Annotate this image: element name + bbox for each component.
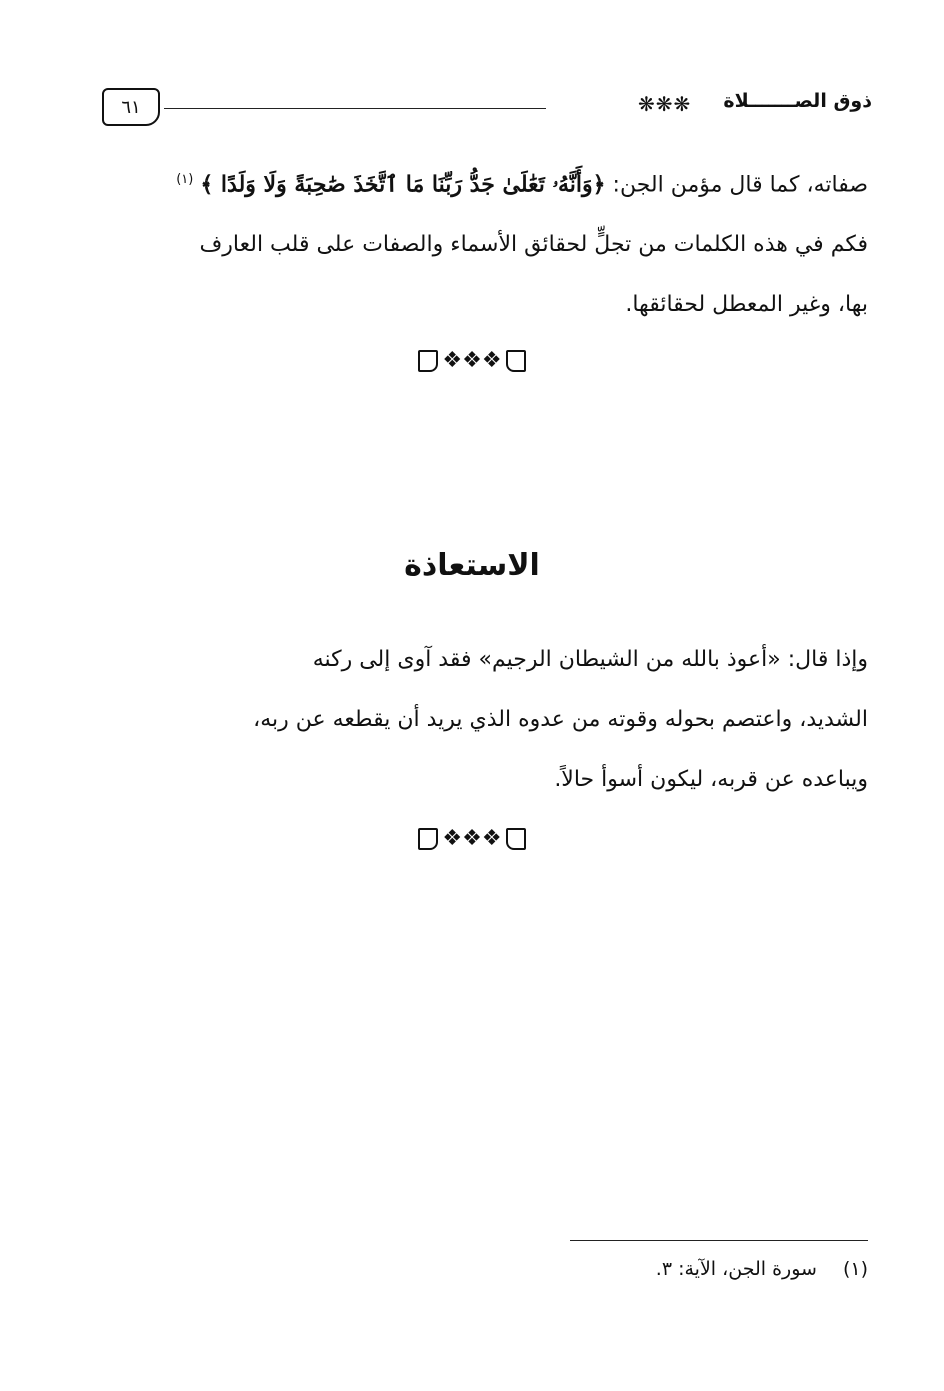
paragraph-1-line-1-text: صفاته، كما قال مؤمن الجن: bbox=[605, 172, 868, 198]
ornament-square-icon bbox=[506, 828, 526, 850]
paragraph-1-line-1 bbox=[98, 150, 868, 215]
footnote-rule bbox=[570, 1240, 868, 1241]
header-stars: ❋❋❋ bbox=[638, 92, 692, 116]
paragraph-1-line-2: فكم في هذه الكلمات من تجلٍّ لحقائق الأسماء والصفات على قلب العارف bbox=[199, 232, 868, 258]
paragraph-2-line-3: ويباعده عن قربه، ليكون أسوأ حالاً. bbox=[554, 767, 868, 792]
ornament-separator-2 bbox=[0, 828, 944, 850]
page-header bbox=[98, 84, 874, 132]
header-rule bbox=[164, 108, 546, 109]
ornament-square-icon bbox=[418, 350, 438, 372]
page-number: ٦١ bbox=[121, 96, 141, 118]
paragraph-2-line-1: وإذا قال: «أعوذ بالله من الشيطان الرجيم» فقد آوى إلى ركنه bbox=[312, 647, 868, 672]
ornament-square-icon bbox=[506, 350, 526, 372]
ornament-diamonds-icon: ❖❖❖ bbox=[442, 826, 502, 851]
footnote-number: (١) bbox=[842, 1258, 868, 1280]
quran-verse: ﴿وَأَنَّهُۥ تَعَٰلَىٰ جَدُّ رَبِّنَا مَا ٱتَّخَذَ صَٰحِبَةً وَلَا وَلَدًا ﴾ bbox=[200, 171, 606, 198]
paragraph-1-line-3: بها، وغير المعطل لحقائقها. bbox=[625, 292, 868, 318]
ornament-diamonds-icon: ❖❖❖ bbox=[442, 348, 502, 373]
running-title: ذوق الصـــــــلاة bbox=[723, 90, 872, 112]
page-number-box bbox=[102, 88, 160, 126]
paragraph-2-line-2: الشديد، واعتصم بحوله وقوته من عدوه الذي يريد أن يقطعه عن ربه، bbox=[253, 707, 868, 732]
section-title: الاستعاذة bbox=[404, 548, 540, 583]
footnote-text: سورة الجن، الآية: ٣. bbox=[655, 1258, 817, 1280]
footnote bbox=[656, 1258, 868, 1280]
paragraph-1 bbox=[98, 150, 868, 335]
ornament-separator-1 bbox=[0, 350, 944, 372]
footnote-ref: (١) bbox=[176, 172, 194, 187]
paragraph-2 bbox=[98, 630, 868, 810]
ornament-square-icon bbox=[418, 828, 438, 850]
